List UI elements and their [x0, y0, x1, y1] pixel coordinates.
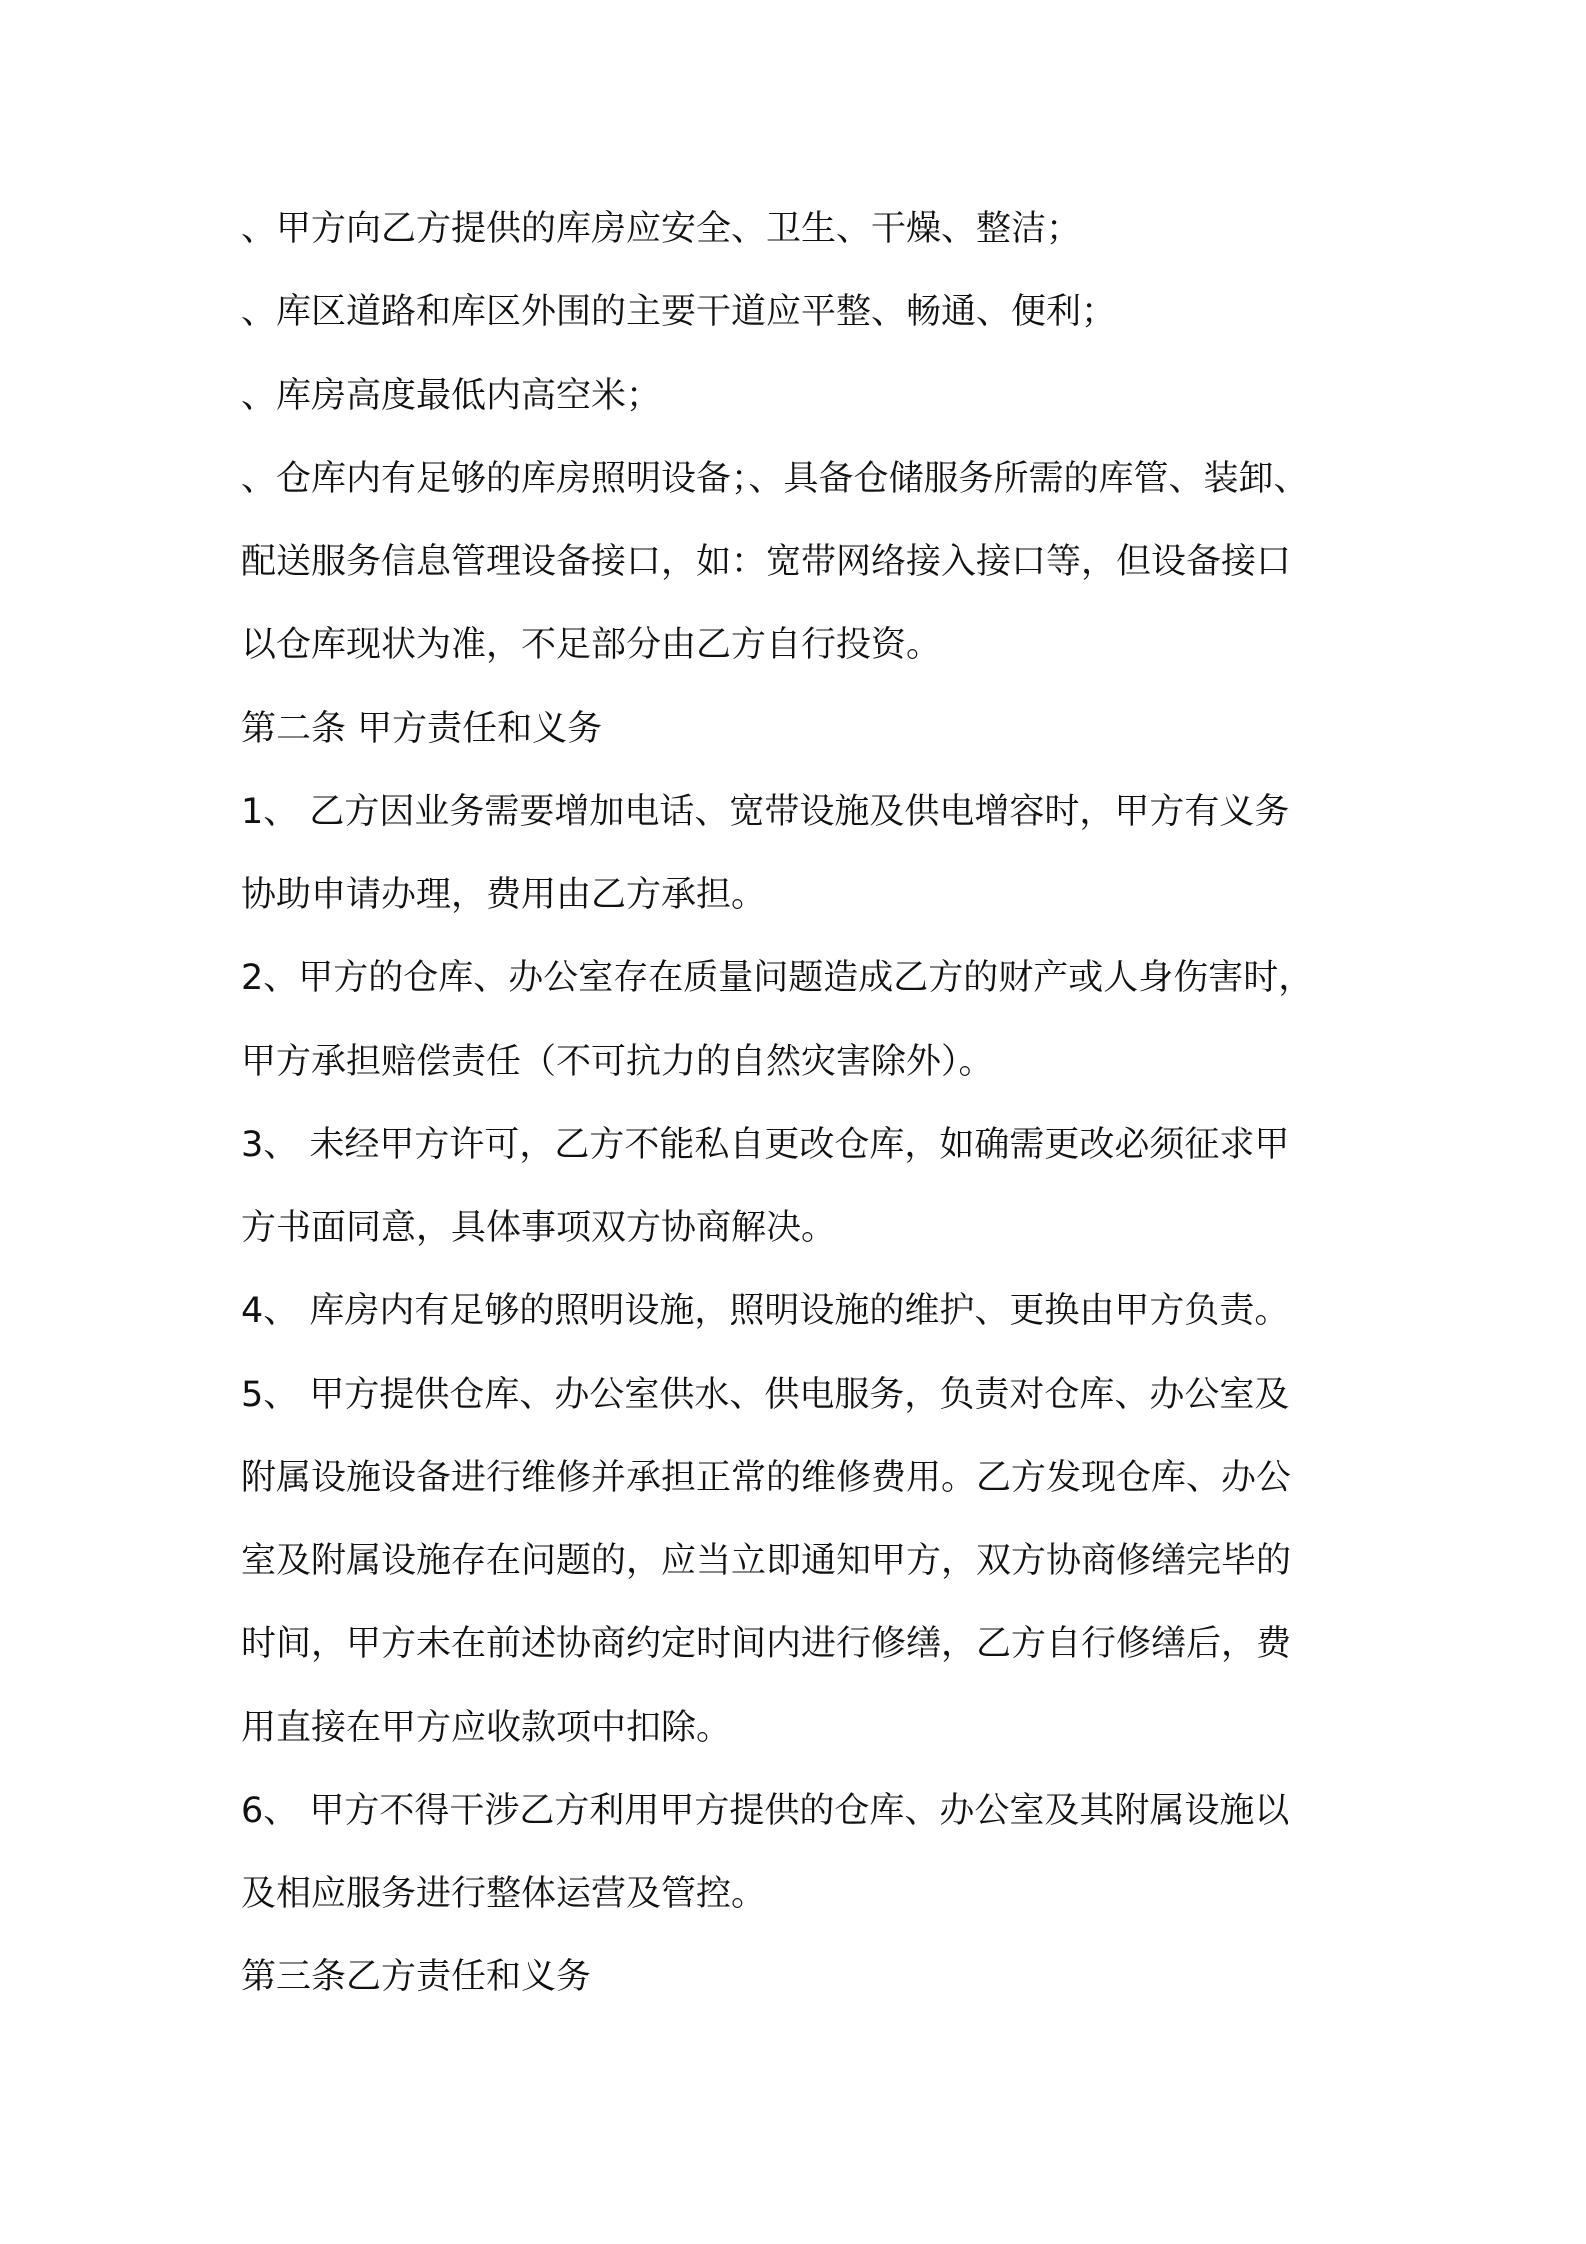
- clause-line: 甲方承担赔偿责任（不可抗力的自然灾害除外）。: [241, 1042, 994, 1082]
- clause-line: 以仓库现状为准，不足部分由乙方自行投资。: [241, 625, 942, 665]
- clause-line: 6、 甲方不得干涉乙方利用甲方提供的仓库、办公室及其附属设施以: [241, 1791, 1290, 1831]
- section-heading: 第二条 甲方责任和义务: [241, 709, 603, 749]
- clause-line: 2、甲方的仓库、办公室存在质量问题造成乙方的财产或人身伤害时，: [241, 958, 1314, 998]
- clause-line: 5、 甲方提供仓库、办公室供水、供电服务，负责对仓库、办公室及: [241, 1375, 1290, 1415]
- clause-line: 4、 库房内有足够的照明设施，照明设施的维护、更换由甲方负责。: [241, 1291, 1290, 1331]
- clause-line: 3、 未经甲方许可，乙方不能私自更改仓库，如确需更改必须征求甲: [241, 1125, 1290, 1165]
- clause-line: 配送服务信息管理设备接口，如：宽带网络接入接口等，但设备接口: [241, 542, 1292, 582]
- clause-line: 、甲方向乙方提供的库房应安全、卫生、干燥、整洁；: [241, 209, 1082, 249]
- clause-line: 协助申请办理，费用由乙方承担。: [241, 875, 767, 915]
- clause-line: 、仓库内有足够的库房照明设备；、具备仓储服务所需的库管、装卸、: [241, 459, 1309, 499]
- clause-line: 用直接在甲方应收款项中扣除。: [241, 1708, 732, 1748]
- clause-line: 、库区道路和库区外围的主要干道应平整、畅通、便利；: [241, 292, 1117, 332]
- clause-line: 及相应服务进行整体运营及管控。: [241, 1874, 767, 1914]
- clause-line: 时间，甲方未在前述协商约定时间内进行修缮，乙方自行修缮后，费: [241, 1624, 1292, 1664]
- clause-line: 、库房高度最低内高空米；: [241, 376, 662, 416]
- clause-line: 附属设施设备进行维修并承担正常的维修费用。乙方发现仓库、办公: [241, 1458, 1292, 1498]
- clause-line: 1、 乙方因业务需要增加电话、宽带设施及供电增容时，甲方有义务: [241, 792, 1290, 832]
- clause-line: 方书面同意，具体事项双方协商解决。: [241, 1208, 837, 1248]
- clause-line: 室及附属设施存在问题的，应当立即通知甲方，双方协商修缮完毕的: [241, 1541, 1292, 1581]
- section-heading: 第三条乙方责任和义务: [241, 1957, 592, 1997]
